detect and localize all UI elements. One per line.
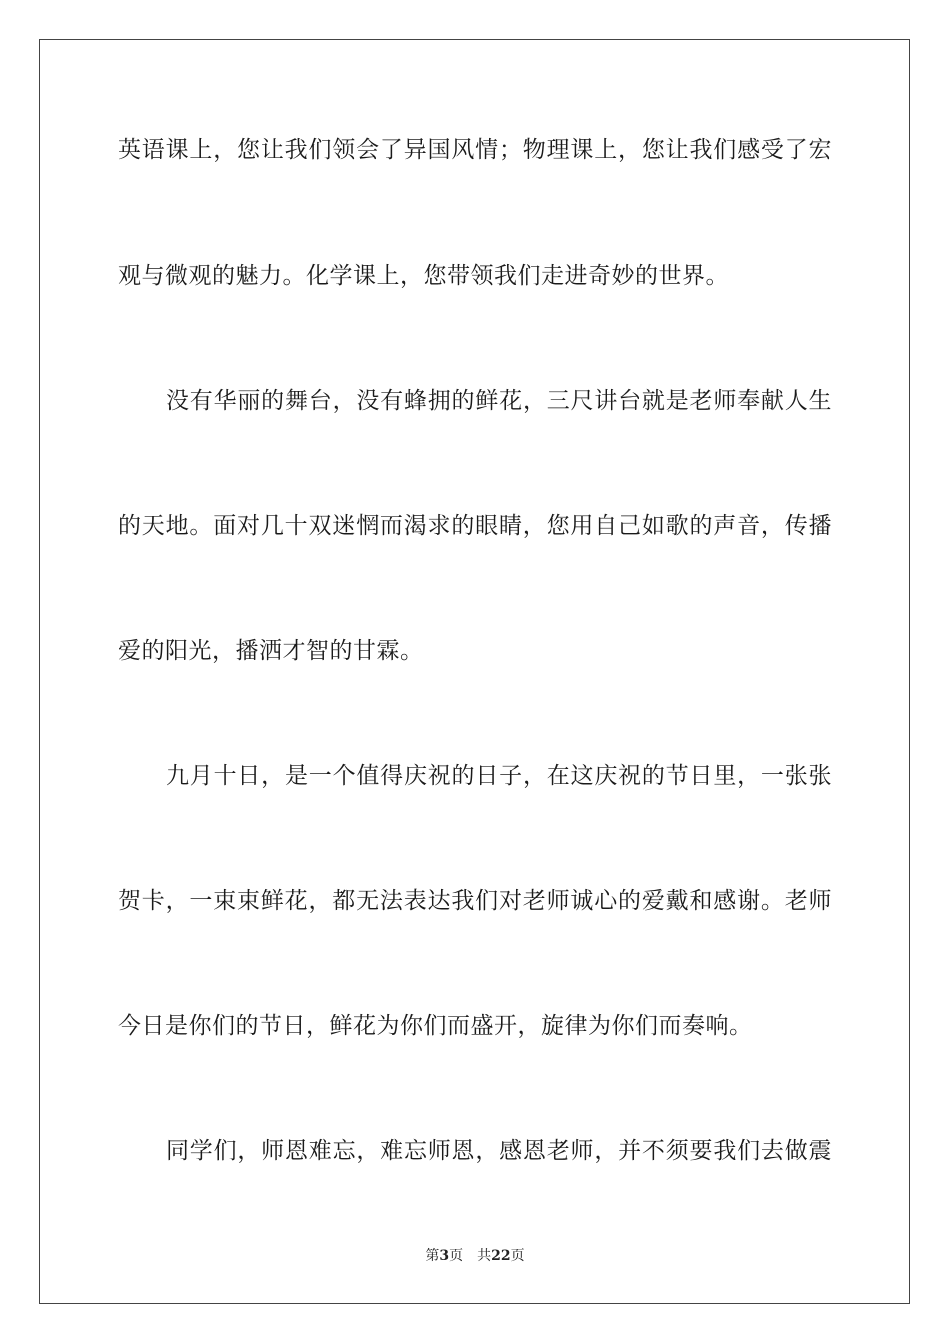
total-prefix: 共 bbox=[477, 1248, 492, 1264]
total-suffix: 页 bbox=[510, 1248, 525, 1264]
page-number: 3 bbox=[439, 1248, 450, 1264]
page-border bbox=[39, 39, 910, 1304]
text-line-4: 的天地。面对几十双迷惘而渴求的眼睛，您用自己如歌的声音，传播 bbox=[118, 513, 832, 539]
text-line-8: 今日是你们的节日，鲜花为你们而盛开，旋律为你们而奏响。 bbox=[118, 1013, 753, 1039]
text-line-5: 爱的阳光，播洒才智的甘霖。 bbox=[118, 638, 424, 664]
total-pages: 22 bbox=[491, 1248, 511, 1264]
page-suffix: 页 bbox=[449, 1248, 464, 1264]
text-line-1: 英语课上，您让我们领会了异国风情；物理课上，您让我们感受了宏 bbox=[118, 137, 832, 163]
text-line-7: 贺卡，一束束鲜花，都无法表达我们对老师诚心的爱戴和感谢。老师 bbox=[118, 888, 832, 914]
text-line-6: 九月十日，是一个值得庆祝的日子，在这庆祝的节日里，一张张 bbox=[166, 763, 832, 789]
text-line-3: 没有华丽的舞台，没有蜂拥的鲜花，三尺讲台就是老师奉献人生 bbox=[166, 388, 832, 414]
page-prefix: 第 bbox=[425, 1248, 440, 1264]
text-line-9: 同学们，师恩难忘，难忘师恩，感恩老师，并不须要我们去做震 bbox=[166, 1138, 832, 1164]
text-line-2: 观与微观的魅力。化学课上，您带领我们走进奇妙的世界。 bbox=[118, 263, 729, 289]
page-footer bbox=[0, 1247, 950, 1265]
